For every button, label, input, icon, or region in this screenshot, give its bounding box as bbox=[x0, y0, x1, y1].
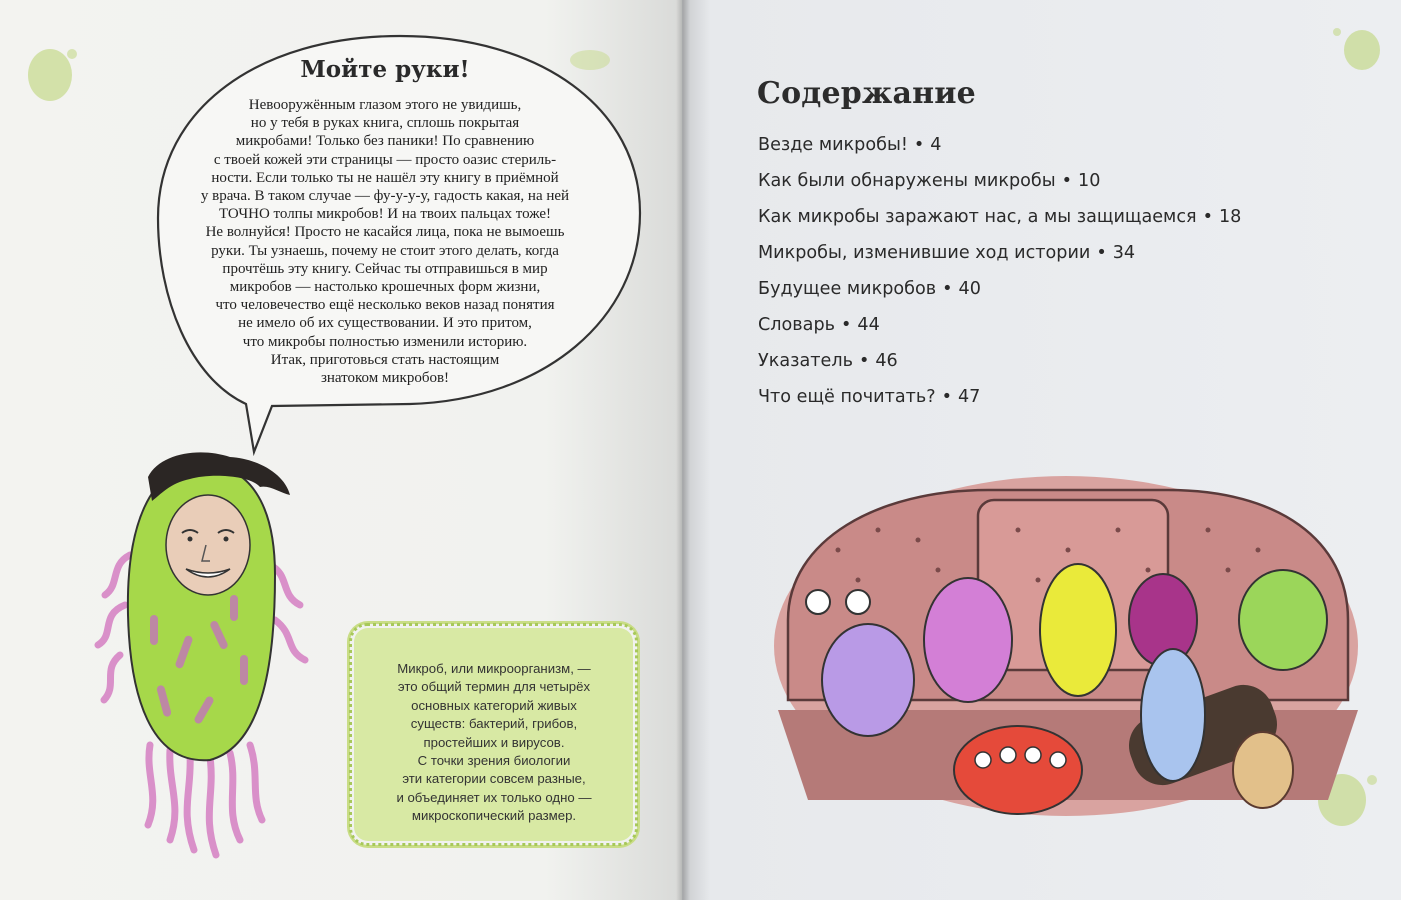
toc-item-label: Будущее микробов bbox=[758, 279, 937, 299]
bubble-line: руки. Ты узнаешь, почему не стоит этого делать, когда bbox=[211, 242, 559, 259]
info-line: это общий термин для четырёх bbox=[397, 679, 591, 695]
bubble-line: прочтёшь эту книгу. Сейчас ты отправишься в мир bbox=[222, 260, 548, 277]
bubble-line: Итак, приготовься стать настоящим bbox=[270, 351, 500, 368]
toc-item-page: 4 bbox=[930, 135, 942, 155]
toc-item-label: Микробы, изменившие ход истории bbox=[758, 243, 1091, 263]
toc-item-page: 47 bbox=[957, 387, 981, 407]
bubble-line: у врача. В таком случае — фу-у-у-у, гадость какая, на ней bbox=[200, 188, 570, 205]
toc-item-page: 40 bbox=[958, 279, 981, 299]
bubble-line: Не волнуйся! Просто не касайся лица, пока не вымоешь bbox=[205, 224, 565, 241]
toc-item-label: Как микробы заражают нас, а мы защищаемся bbox=[758, 207, 1197, 227]
bubble-line: что человечество ещё несколько веков назад понятия bbox=[215, 297, 555, 314]
toc-item[interactable] bbox=[758, 310, 1241, 346]
toc-separator: • bbox=[1096, 243, 1107, 263]
info-line: и объединяет их только одно — bbox=[396, 789, 592, 805]
toc-item[interactable] bbox=[758, 274, 1241, 310]
toc-item[interactable] bbox=[758, 166, 1241, 202]
toc-separator: • bbox=[858, 351, 870, 371]
bubble-text bbox=[170, 96, 600, 387]
info-line: эти категории совсем разные, bbox=[402, 771, 586, 787]
bubble-line: ТОЧНО толпы микробов! И на твоих пальцах тоже! bbox=[218, 206, 552, 223]
bubble-line: ности. Если только ты не нашёл эту книгу в приёмной bbox=[211, 169, 559, 186]
bubble-title: Мойте руки! bbox=[300, 56, 470, 83]
toc-item-label: Словарь bbox=[758, 315, 835, 335]
bubble-line: что микробы полностью изменили историю. bbox=[242, 333, 528, 350]
toc-item-label: Указатель bbox=[758, 351, 853, 371]
bubble-line: микробов — настолько крошечных форм жизни, bbox=[229, 279, 541, 296]
bubble-line: с твоей кожей эти страницы — просто оазис стериль- bbox=[213, 151, 557, 168]
microbes-on-sofa-illustration bbox=[768, 470, 1364, 822]
info-line: Микроб, или микроорганизм, — bbox=[397, 661, 591, 676]
toc-separator: • bbox=[913, 135, 925, 155]
info-line: существ: бактерий, грибов, bbox=[410, 716, 578, 732]
toc-separator: • bbox=[942, 279, 953, 299]
toc-item[interactable] bbox=[758, 130, 1241, 166]
info-box-text bbox=[360, 660, 628, 826]
toc-item[interactable] bbox=[758, 346, 1241, 382]
bubble-line: микробами! Только без паники! По сравнению bbox=[235, 133, 535, 150]
bubble-line: не имело об их существовании. И это притом, bbox=[238, 315, 532, 332]
green-splat-icon bbox=[20, 40, 80, 110]
toc-item-page: 10 bbox=[1078, 171, 1101, 191]
bubble-line: знатоком микробов! bbox=[320, 370, 450, 387]
toc-item-page: 46 bbox=[875, 351, 898, 371]
toc-item-label: Как были обнаружены микробы bbox=[758, 171, 1056, 191]
toc-item[interactable] bbox=[758, 382, 1241, 418]
contents-title: Содержание bbox=[757, 76, 976, 111]
book-gutter bbox=[676, 0, 690, 900]
bubble-line: Невооружённым глазом этого не увидишь, bbox=[248, 97, 522, 113]
toc-item-label: Что ещё почитать? bbox=[758, 387, 936, 407]
bubble-line: но у тебя в руках книга, сплошь покрытая bbox=[250, 115, 520, 132]
table-of-contents bbox=[758, 130, 1241, 418]
toc-item[interactable] bbox=[758, 202, 1241, 238]
left-page bbox=[0, 0, 682, 900]
toc-item-page: 18 bbox=[1218, 207, 1242, 227]
toc-separator: • bbox=[840, 315, 852, 335]
info-line: С точки зрения биологии bbox=[417, 753, 571, 769]
toc-separator: • bbox=[941, 387, 952, 407]
toc-item-label: Везде микробы! bbox=[758, 135, 908, 155]
info-line: простейших и вирусов. bbox=[423, 734, 565, 750]
toc-item-page: 34 bbox=[1112, 243, 1136, 263]
info-line: основных категорий живых bbox=[411, 697, 577, 713]
toc-separator: • bbox=[1202, 207, 1213, 227]
green-splat-icon bbox=[1322, 20, 1392, 80]
toc-item-page: 44 bbox=[857, 315, 880, 335]
microbe-character-illustration bbox=[90, 445, 320, 875]
toc-item[interactable] bbox=[758, 238, 1241, 274]
info-line: микроскопический размер. bbox=[411, 808, 577, 824]
toc-separator: • bbox=[1061, 171, 1073, 191]
